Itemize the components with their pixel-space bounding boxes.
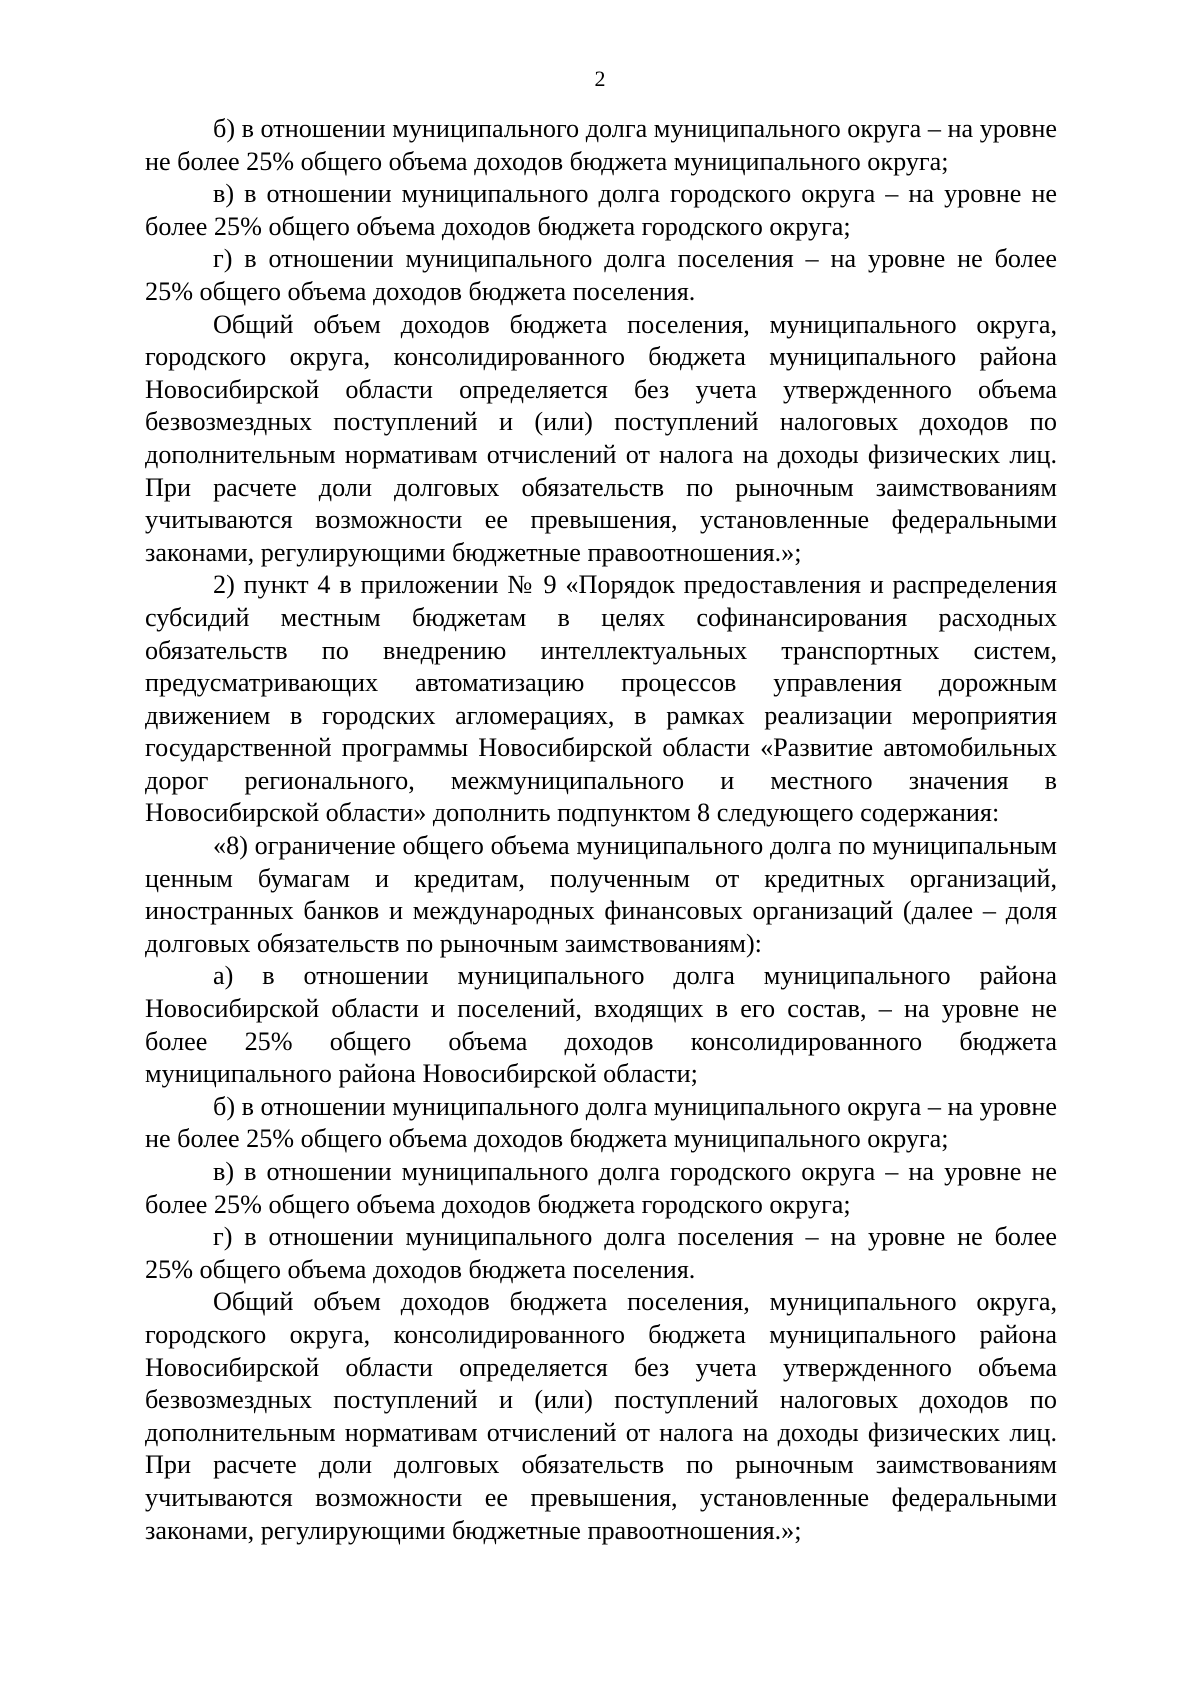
paragraph-v-city-okrug: в) в отношении муниципального долга городского округа – на уровне не более 25% общего объема доходов бюджета городского округа; — [145, 179, 1057, 241]
document-body — [145, 113, 1057, 1547]
paragraph-subitem-8: «8) ограничение общего объема муниципального долга по муниципальным ценным бумагам и кредитам, полученным от кредитных организаций, иностранных банков и международных финансовых организаций (далее – доля долговых обязательств по рыночным заимствованиям): — [145, 831, 1057, 958]
paragraph-a-municipal-district: а) в отношении муниципального долга муниципального района Новосибирской области и поселений, входящих в его состав, – на уровне не более 25% общего объема доходов консолидированного бюджета муниципального района Новосибирской области; — [145, 961, 1057, 1089]
paragraph-total-income: Общий объем доходов бюджета поселения, муниципального округа, городского округа, консолидированного бюджета муниципального района Новосибирской области определяется без учета утвержденного объема безвозмездных поступлений и (или) поступлений налоговых доходов по дополнительным нормативам отчислений от налога на доходы физических лиц. При расчете доли долговых обязательств по рыночным заимствованиям учитываются возможности ее превышения, установленные федеральными законами, регулирующими бюджетные правоотношения.»; — [145, 309, 1057, 567]
paragraph-v-city-okrug-2: в) в отношении муниципального долга городского округа – на уровне не более 25% общего объема доходов бюджета городского округа; — [145, 1157, 1057, 1219]
paragraph-total-income-2: Общий объем доходов бюджета поселения, муниципального округа, городского округа, консолидированного бюджета муниципального района Новосибирской области определяется без учета утвержденного объема безвозмездных поступлений и (или) поступлений налоговых доходов по дополнительным нормативам отчислений от налога на доходы физических лиц. При расчете доли долговых обязательств по рыночным заимствованиям учитываются возможности ее превышения, установленные федеральными законами, регулирующими бюджетные правоотношения.»; — [145, 1287, 1057, 1545]
paragraph-b-municipal-okrug-2: б) в отношении муниципального долга муниципального округа – на уровне не более 25% общего объема доходов бюджета муниципального округа; — [145, 1091, 1057, 1154]
paragraph-item-2: 2) пункт 4 в приложении № 9 «Порядок предоставления и распределения субсидий местным бюджетам в целях софинансирования расходных обязательств по внедрению интеллектуальных транспортных систем, предусматривающих автоматизацию процессов управления дорожным движением в городских агломерациях, в рамках реализации мероприятия государственной программы Новосибирской области «Развитие автомобильных дорог регионального, межмуниципального и местного значения в Новосибирской области» дополнить подпунктом 8 следующего содержания: — [145, 570, 1057, 828]
paragraph-g-settlement-2: г) в отношении муниципального долга поселения – на уровне не более 25% общего объема доходов бюджета поселения. — [145, 1222, 1057, 1284]
page-number: 2 — [594, 66, 606, 91]
paragraph-g-settlement: г) в отношении муниципального долга поселения – на уровне не более 25% общего объема доходов бюджета поселения. — [145, 244, 1057, 306]
paragraph-b-municipal-okrug: б) в отношении муниципального долга муниципального округа – на уровне не более 25% общего объема доходов бюджета муниципального округа; — [145, 114, 1057, 176]
